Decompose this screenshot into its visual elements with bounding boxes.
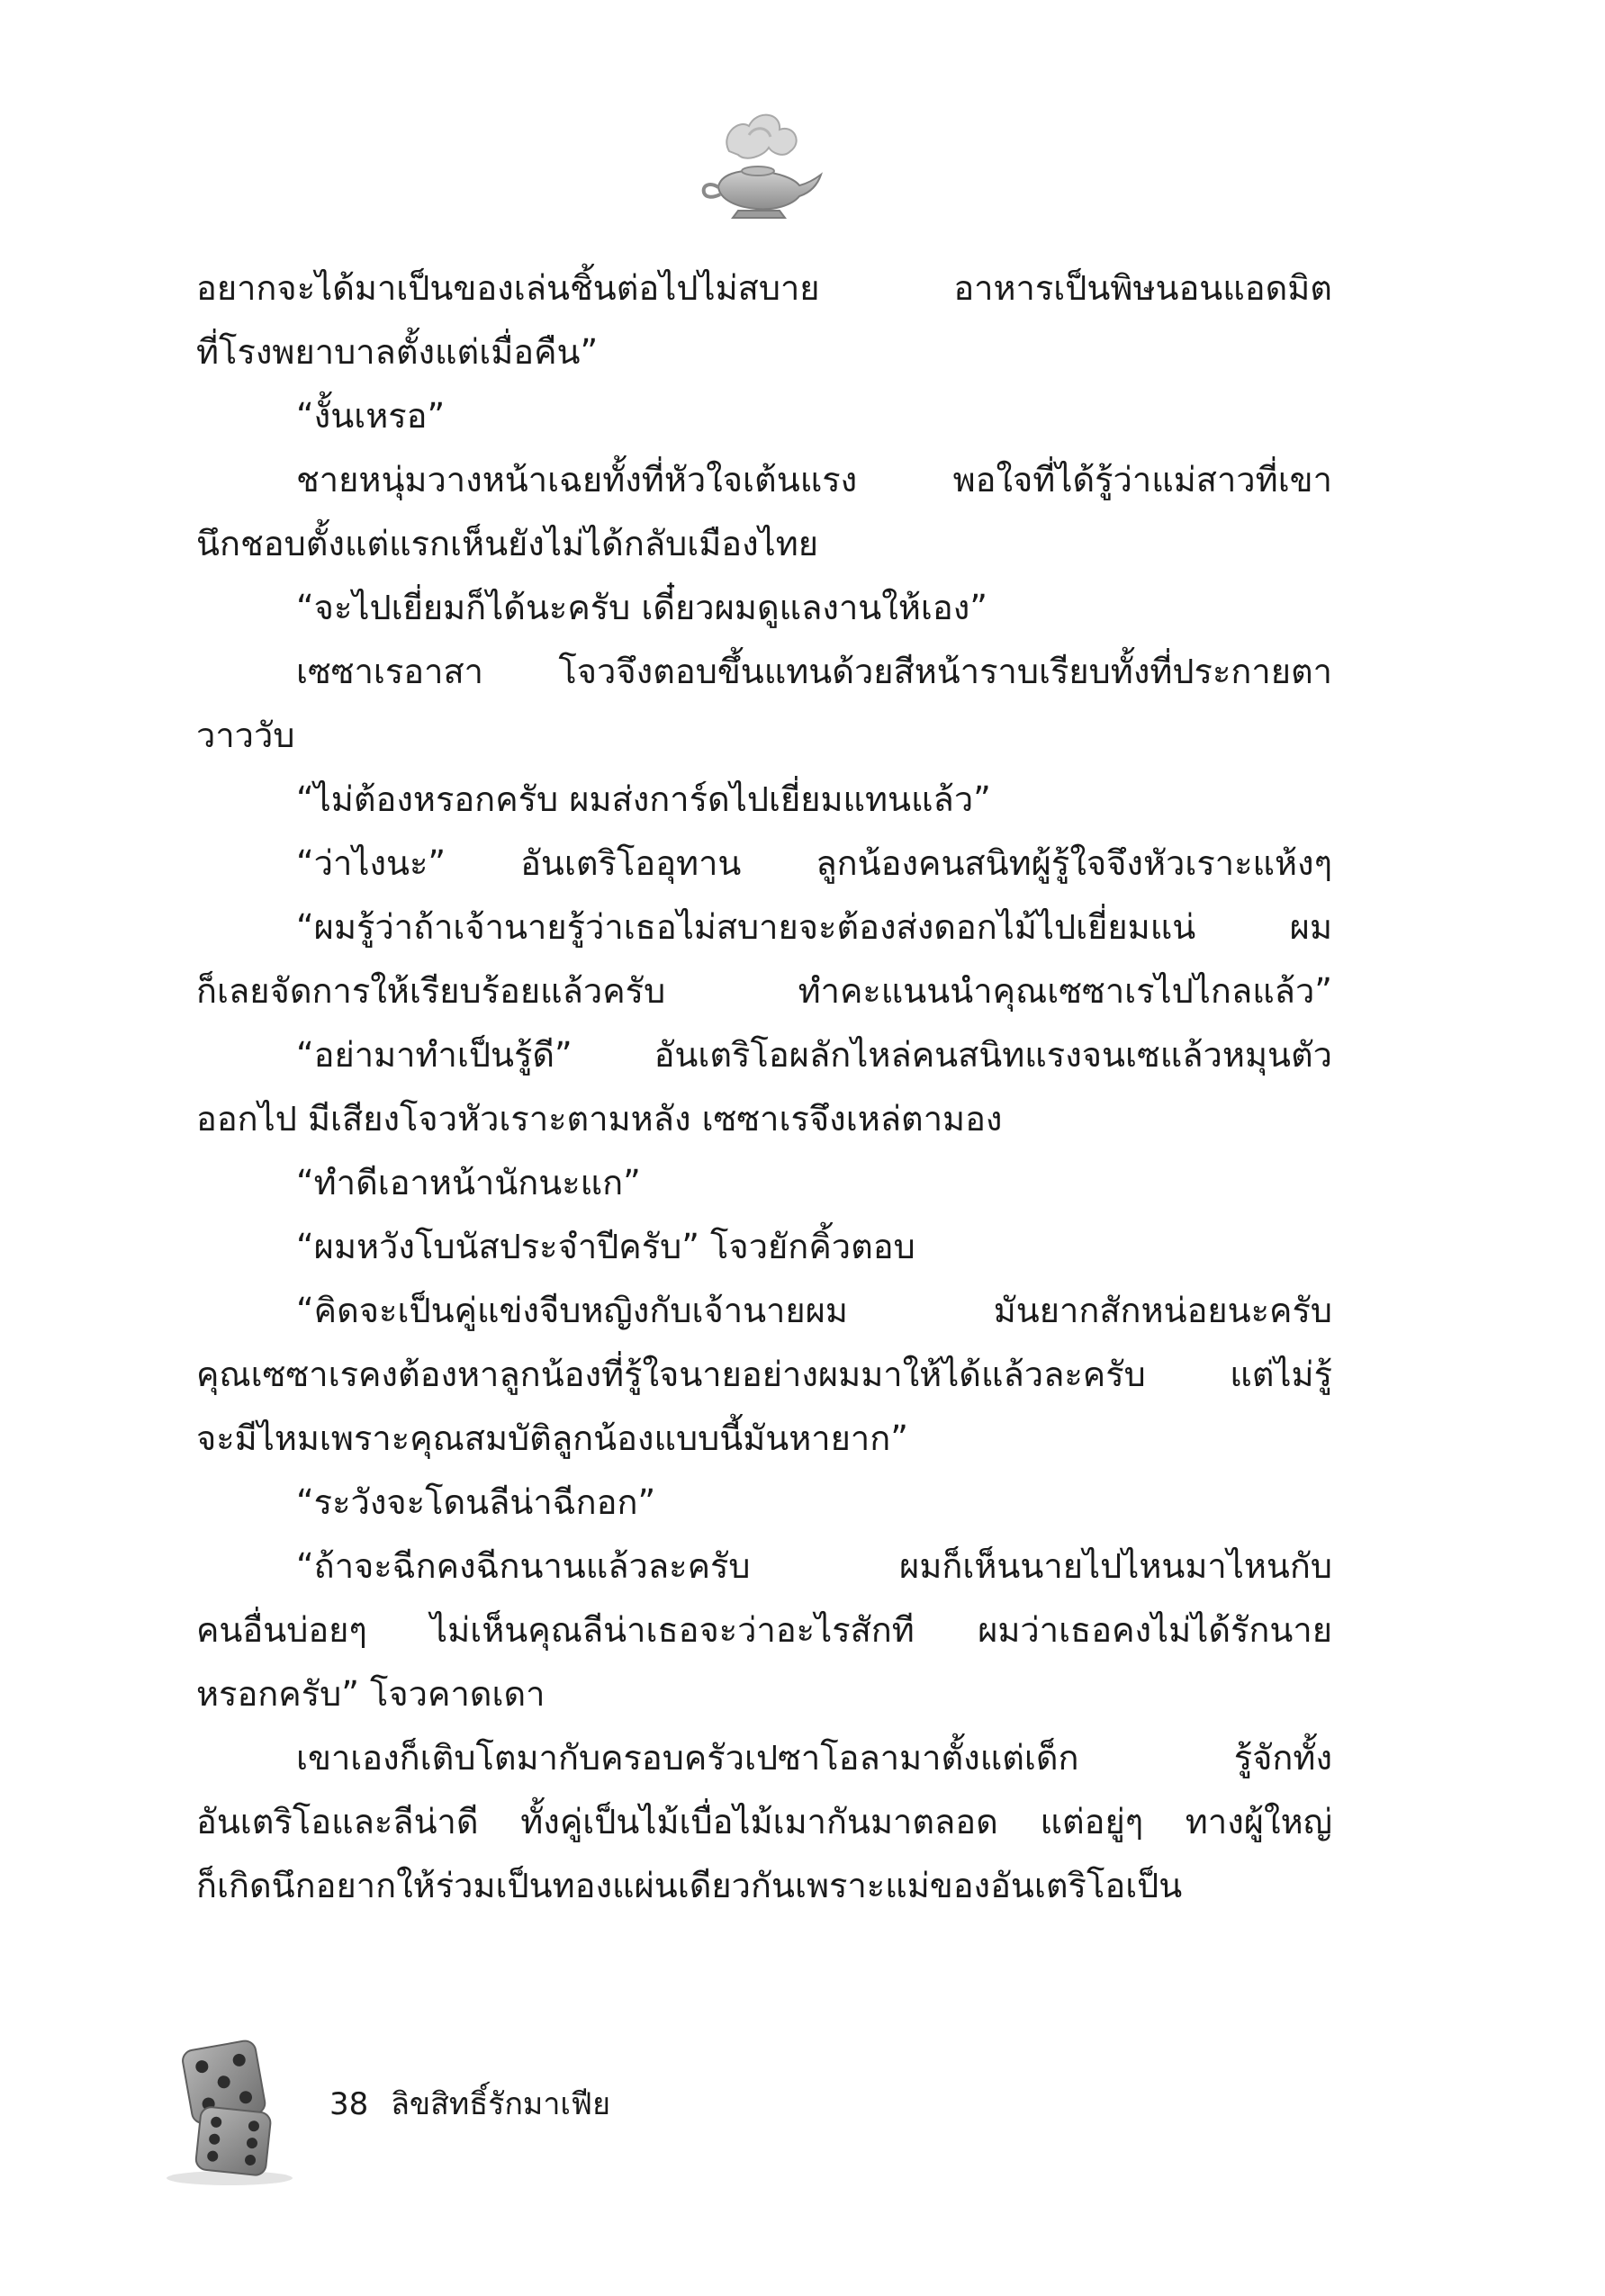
text-line: “ถ้าจะฉีกคงฉีกนานแล้วละครับ ผมก็เห็นนายไปไหนมาไหนกับ <box>296 1546 1332 1586</box>
text-line: “ผมรู้ว่าถ้าเจ้านายรู้ว่าเธอไม่สบายจะต้องส่งดอกไม้ไปเยี่ยมแน่ ผม <box>296 907 1332 947</box>
text-line: ออกไป มีเสียงโจวหัวเราะตามหลัง เซซาเรจึงเหล่ตามอง <box>196 1099 1003 1139</box>
text-line: ที่โรงพยาบาลตั้งแต่เมื่อคืน” <box>196 332 599 372</box>
text-line: ก็เลยจัดการให้เรียบร้อยแล้วครับ ทำคะแนนนำคุณเซซาเรไปไกลแล้ว” <box>196 971 1332 1011</box>
magic-lamp-icon <box>693 99 828 234</box>
text-line: วาววับ <box>196 716 295 755</box>
text-line: “จะไปเยี่ยมก็ได้นะครับ เดี๋ยวผมดูแลงานให้เอง” <box>296 588 987 627</box>
text-line: เขาเองก็เติบโตมากับครอบครัวเปซาโอลามาตั้งแต่เด็ก รู้จักทั้ง <box>296 1738 1332 1778</box>
text-line: หรอกครับ” โจวคาดเดา <box>196 1674 546 1714</box>
text-line: นึกชอบตั้งแต่แรกเห็นยังไม่ได้กลับเมืองไทย <box>196 524 819 563</box>
text-line: “คิดจะเป็นคู่แข่งจีบหญิงกับเจ้านายผม มันยากสักหน่อยนะครับ <box>296 1291 1332 1330</box>
text-line: “ทำดีเอาหน้านักนะแก” <box>296 1163 641 1202</box>
page-number: 38 <box>329 2086 369 2122</box>
text-line: คนอื่นบ่อยๆ ไม่เห็นคุณลีน่าเธอจะว่าอะไรสักที ผมว่าเธอคงไม่ได้รักนาย <box>196 1610 1332 1650</box>
text-line: จะมีไหมเพราะคุณสมบัติลูกน้องแบบนี้มันหายาก” <box>196 1418 908 1458</box>
text-line: “อย่ามาทำเป็นรู้ดี” อันเตริโอผลักไหล่คนสนิทแรงจนเซแล้วหมุนตัว <box>296 1035 1332 1075</box>
body-text <box>196 257 1332 1918</box>
text-line: “งั้นเหรอ” <box>296 396 446 436</box>
text-line: “ไม่ต้องหรอกครับ ผมส่งการ์ดไปเยี่ยมแทนแล้ว” <box>296 779 991 819</box>
book-title: ลิขสิทธิ์รักมาเฟีย <box>391 2086 611 2122</box>
text-line: ชายหนุ่มวางหน้าเฉยทั้งที่หัวใจเต้นแรง พอใจที่ได้รู้ว่าแม่สาวที่เขา <box>296 460 1332 500</box>
text-line: ก็เกิดนึกอยากให้ร่วมเป็นทองแผ่นเดียวกันเพราะแม่ของอันเตริโอเป็น <box>196 1866 1183 1905</box>
text-line: อยากจะได้มาเป็นของเล่นชิ้นต่อไปไม่สบาย อาหารเป็นพิษนอนแอดมิต <box>196 268 1332 308</box>
dice-icon <box>162 2034 297 2187</box>
text-line: คุณเซซาเรคงต้องหาลูกน้องที่รู้ใจนายอย่างผมมาให้ได้แล้วละครับ แต่ไม่รู้ <box>196 1355 1332 1394</box>
text-line: อันเตริโอและลีน่าดี ทั้งคู่เป็นไม้เบื่อไม้เมากันมาตลอด แต่อยู่ๆ ทางผู้ใหญ่ <box>196 1802 1332 1841</box>
page-footer <box>162 2034 792 2196</box>
text-line: “ว่าไงนะ” อันเตริโออุทาน ลูกน้องคนสนิทผู้รู้ใจจึงหัวเราะแห้งๆ <box>296 843 1332 883</box>
text-line: เซซาเรอาสา โจวจึงตอบขึ้นแทนด้วยสีหน้าราบเรียบทั้งที่ประกายตา <box>296 652 1332 691</box>
folio <box>329 2086 610 2122</box>
text-line: “ระวังจะโดนลีน่าฉีกอก” <box>296 1482 656 1522</box>
text-line: “ผมหวังโบนัสประจำปีครับ” โจวยักคิ้วตอบ <box>296 1227 915 1266</box>
